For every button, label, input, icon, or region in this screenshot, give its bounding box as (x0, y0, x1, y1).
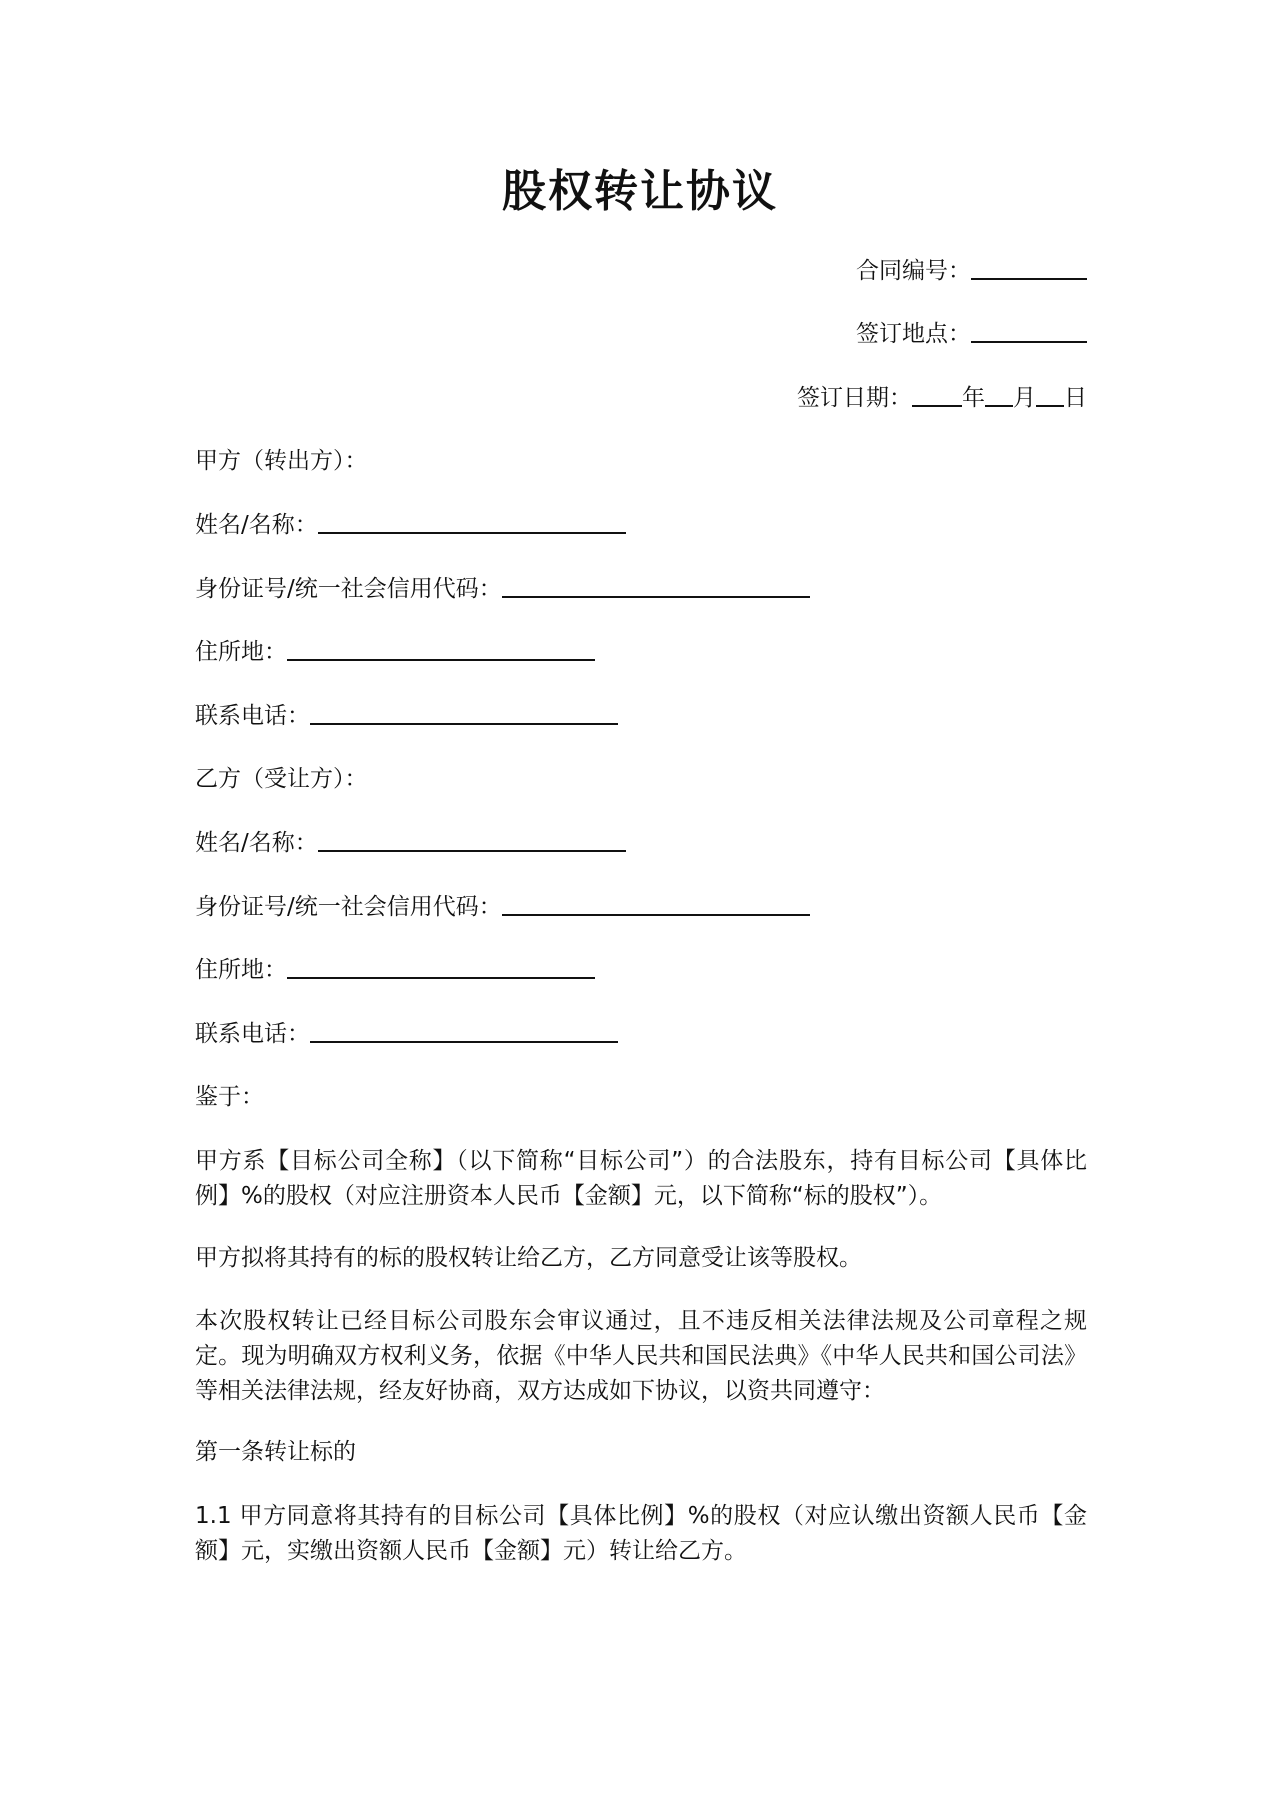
sign-place-blank[interactable] (971, 317, 1087, 343)
party-b-id-label: 身份证号/统一社会信用代码： (195, 894, 502, 920)
whereas-paragraph-3: 本次股权转让已经目标公司股东会审议通过，且不违反相关法律法规及公司章程之规定。现为明确双方权利义务，依据《中华人民共和国民法典》《中华人民共和国公司法》等相关法律法规，经友好协商，双方达成如下协议，以资共同遵守： (195, 1308, 1087, 1404)
party-a-name-blank[interactable] (318, 508, 626, 534)
contract-no-row (856, 254, 1087, 288)
article-1-heading: 第一条转让标的 (195, 1439, 356, 1465)
party-a-phone-row (195, 699, 618, 733)
party-b-name-label: 姓名/名称： (195, 830, 318, 856)
party-a-address-row (195, 635, 595, 669)
sign-date-label: 签订日期： (797, 385, 912, 411)
document-title: 股权转让协议 (502, 166, 778, 217)
party-b-id-row (195, 890, 810, 924)
party-b-phone-row (195, 1017, 618, 1051)
party-b-address-row (195, 953, 595, 987)
party-b-address-label: 住所地： (195, 957, 287, 983)
sign-date-row (797, 381, 1087, 415)
party-a-phone-label: 联系电话： (195, 703, 310, 729)
party-b-name-row (195, 826, 626, 860)
day-blank[interactable] (1036, 381, 1064, 407)
party-b-phone-blank[interactable] (310, 1017, 618, 1043)
whereas-paragraph-1: 甲方系【目标公司全称】（以下简称“目标公司”）的合法股东，持有目标公司【具体比例】%的股权（对应注册资本人民币【金额】元，以下简称“标的股权”）。 (195, 1148, 1087, 1209)
party-a-name-label: 姓名/名称： (195, 512, 318, 538)
party-a-id-blank[interactable] (502, 572, 810, 598)
party-a-phone-blank[interactable] (310, 699, 618, 725)
whereas-heading: 鉴于： (195, 1084, 264, 1110)
clause-1-1: 1.1 甲方同意将其持有的目标公司【具体比例】%的股权（对应认缴出资额人民币【金额】元，实缴出资额人民币【金额】元）转让给乙方。 (195, 1503, 1087, 1564)
party-b-id-blank[interactable] (502, 890, 810, 916)
party-b-name-blank[interactable] (318, 826, 626, 852)
contract-no-blank[interactable] (971, 254, 1087, 280)
party-a-id-label: 身份证号/统一社会信用代码： (195, 576, 502, 602)
year-label: 年 (962, 385, 985, 411)
sign-place-row (856, 317, 1087, 351)
contract-no-label: 合同编号： (856, 258, 971, 284)
month-label: 月 (1013, 385, 1036, 411)
whereas-paragraph-2: 甲方拟将其持有的标的股权转让给乙方，乙方同意受让该等股权。 (195, 1245, 862, 1271)
party-a-address-label: 住所地： (195, 639, 287, 665)
party-a-address-blank[interactable] (287, 635, 595, 661)
party-a-id-row (195, 572, 810, 606)
party-a-heading: 甲方（转出方）： (195, 448, 368, 474)
party-b-heading: 乙方（受让方）： (195, 766, 368, 792)
sign-place-label: 签订地点： (856, 321, 971, 347)
party-a-name-row (195, 508, 626, 542)
day-label: 日 (1064, 385, 1087, 411)
party-b-phone-label: 联系电话： (195, 1021, 310, 1047)
party-b-address-blank[interactable] (287, 953, 595, 979)
year-blank[interactable] (912, 381, 962, 407)
month-blank[interactable] (985, 381, 1013, 407)
